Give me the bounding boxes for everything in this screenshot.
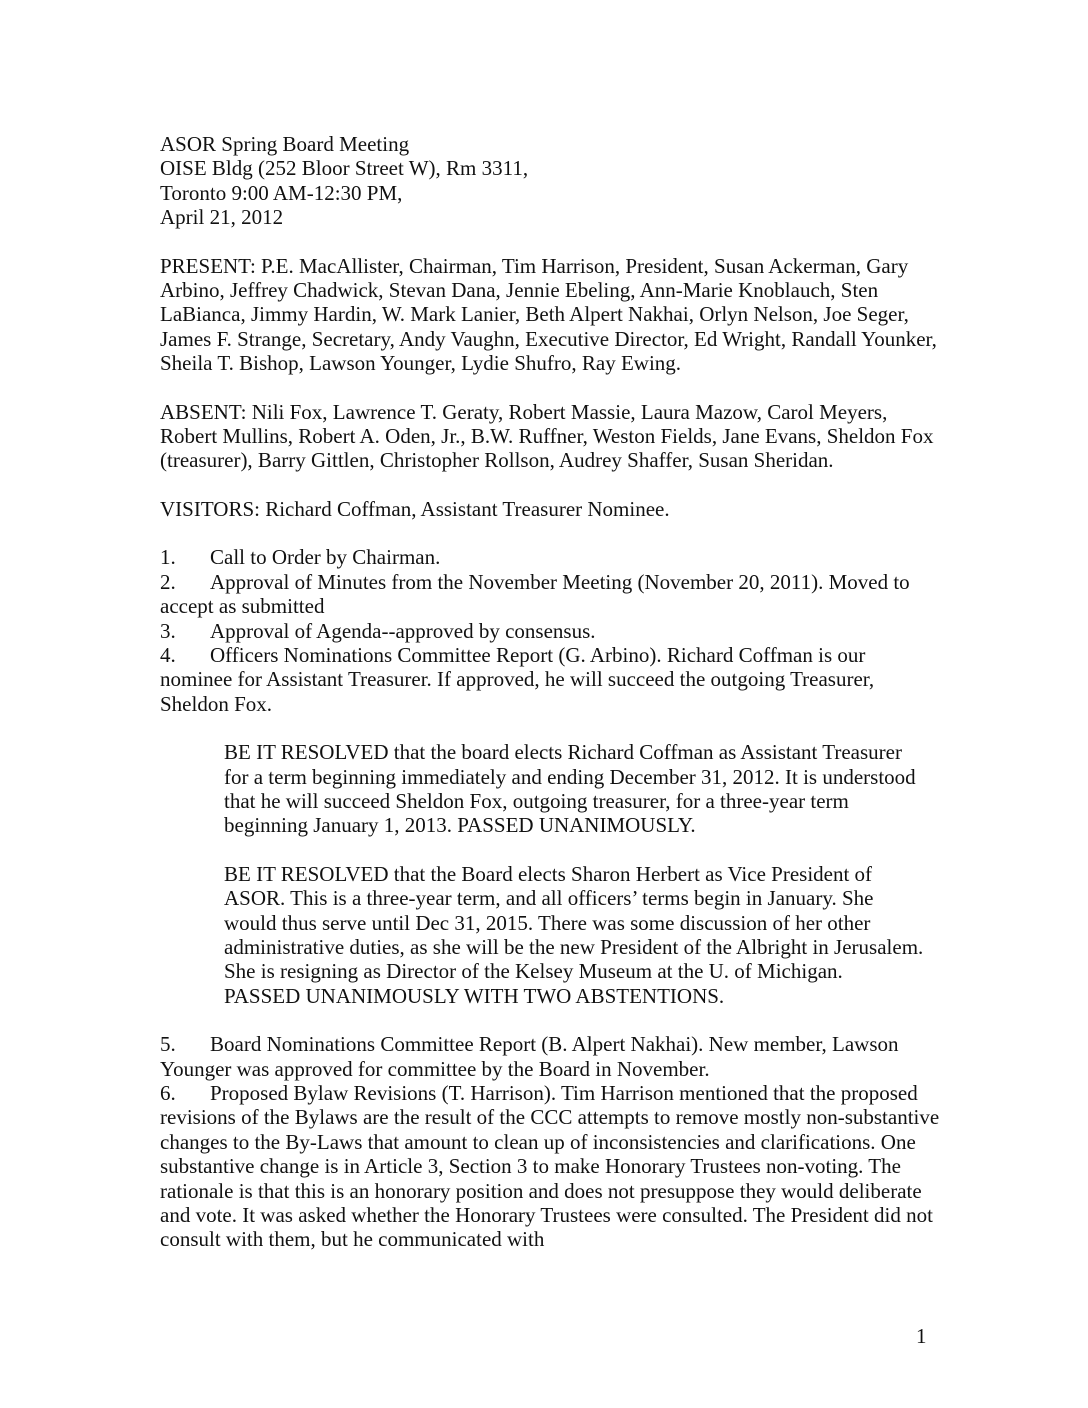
meeting-header bbox=[160, 132, 940, 230]
agenda-item bbox=[160, 619, 940, 643]
agenda-item-number: 1. bbox=[160, 545, 176, 570]
agenda-item-text: Board Nominations Committee Report (B. Alpert Nakhai). New member, Lawson Younger was approved for committee by the Board in November. bbox=[160, 1032, 899, 1081]
agenda-item-text: Approval of Agenda--approved by consensus. bbox=[210, 618, 596, 643]
absent-list: ABSENT: Nili Fox, Lawrence T. Geraty, Robert Massie, Laura Mazow, Carol Meyers, Robert Mullins, Robert A. Oden, Jr., B.W. Ruffner, Weston Fields, Jane Evans, Sheldon Fox (treasurer), Barry Gittlen, Christopher Rollson, Audrey Shaffer, Susan Sheridan. bbox=[160, 399, 934, 473]
spacer bbox=[160, 376, 940, 400]
agenda-item-number: 2. bbox=[160, 569, 176, 594]
agenda-item-number: 6. bbox=[160, 1081, 176, 1105]
spacer bbox=[160, 473, 940, 497]
spacer bbox=[160, 1008, 940, 1032]
agenda-item bbox=[160, 570, 940, 619]
agenda-item-text: Proposed Bylaw Revisions (T. Harrison). Tim Harrison mentioned that the proposed revisions of the Bylaws are the result of the CCC attempts to remove mostly non-substantive changes to the By-Laws that amount to clean up of inconsistencies and clarifications. One substantive change is in Article 3, Section 3 to make Honorary Trustees non-voting. The rationale is that this is an honorary position and does not presuppose they would deliberate and vote. It was asked whether the Honorary Trustees were consulted. The President did not consult with them, but he communicated with bbox=[160, 1081, 940, 1252]
spacer bbox=[160, 716, 940, 740]
agenda-item-number: 3. bbox=[160, 618, 176, 643]
agenda-item-number: 5. bbox=[160, 1032, 176, 1057]
agenda-item bbox=[160, 1032, 940, 1081]
meeting-title: ASOR Spring Board Meeting bbox=[160, 132, 410, 156]
meeting-time: Toronto 9:00 AM-12:30 PM, bbox=[160, 180, 403, 205]
spacer bbox=[160, 230, 940, 254]
agenda-item bbox=[160, 1081, 940, 1252]
resolution-paragraph: BE IT RESOLVED that the Board elects Sharon Herbert as Vice President of ASOR. This is a three-year term, and all officers’ terms begin in January. She would thus serve until Dec 31, 2015. There was some discussion of her other administrative duties, as she will be the new President of the Albright in Jerusalem. She is resigning as Director of the Kelsey Museum at the U. of Michigan. PASSED UNANIMOUSLY WITH TWO ABSTENTIONS. bbox=[224, 861, 924, 1008]
agenda-item-number: 4. bbox=[160, 642, 176, 667]
page-number: 1 bbox=[916, 1324, 927, 1348]
agenda-item bbox=[160, 643, 940, 716]
present-list: PRESENT: P.E. MacAllister, Chairman, Tim Harrison, President, Susan Ackerman, Gary Arbino, Jeffrey Chadwick, Stevan Dana, Jennie Ebeling, Ann-Marie Knoblauch, Sten LaBianca, Jimmy Hardin, W. Mark Lanier, Beth Alpert Nakhai, Orlyn Nelson, Joe Seger, James F. Strange, Secretary, Andy Vaughn, Executive Director, Ed Wright, Randall Younker, Sheila T. Bishop, Lawson Younger, Lydie Shufro, Ray Ewing. bbox=[160, 253, 937, 376]
resolution-paragraph: BE IT RESOLVED that the board elects Richard Coffman as Assistant Treasurer for a term beginning immediately and ending December 31, 2012. It is understood that he will succeed Sheldon Fox, outgoing treasurer, for a three-year term beginning January 1, 2013. PASSED UNANIMOUSLY. bbox=[224, 740, 916, 838]
minutes-page bbox=[160, 132, 940, 1252]
spacer bbox=[160, 838, 940, 862]
agenda-item-text: Call to Order by Chairman. bbox=[210, 545, 441, 570]
visitors-list: VISITORS: Richard Coffman, Assistant Treasurer Nominee. bbox=[160, 496, 670, 521]
agenda-item-text: Officers Nominations Committee Report (G. Arbino). Richard Coffman is our nominee for Assistant Treasurer. If approved, he will succeed the outgoing Treasurer, Sheldon Fox. bbox=[160, 642, 875, 716]
agenda-item-text: Approval of Minutes from the November Meeting (November 20, 2011). Moved to accept as submitted bbox=[160, 569, 910, 619]
meeting-location: OISE Bldg (252 Bloor Street W), Rm 3311, bbox=[160, 156, 529, 181]
agenda-item bbox=[160, 545, 940, 569]
meeting-date: April 21, 2012 bbox=[160, 205, 284, 230]
spacer bbox=[160, 521, 940, 545]
